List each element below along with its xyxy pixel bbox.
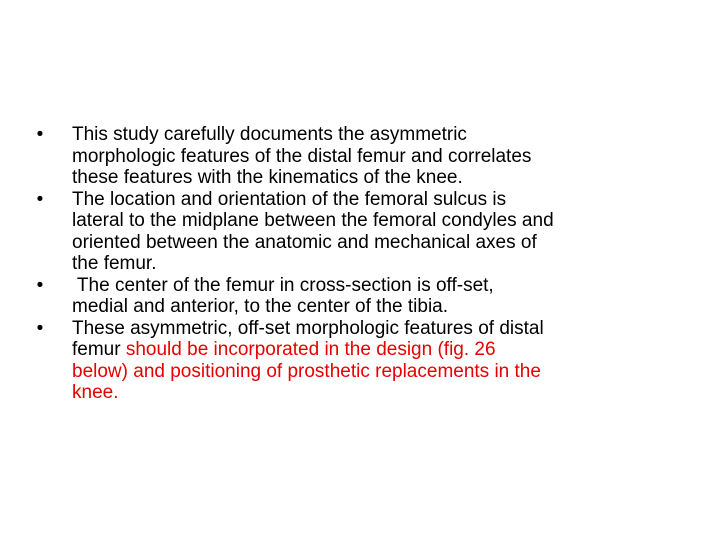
bullet-line: below) and positioning of prosthetic replacements in the — [72, 360, 541, 382]
bullet-item-4 — [30, 318, 700, 404]
bullet-line: these features with the kinematics of the knee. — [72, 167, 463, 188]
bullet-line: femur should be incorporated in the design (fig. 26 — [72, 339, 496, 360]
bullet-marker: • — [36, 274, 44, 296]
bullet-item-1 — [30, 124, 700, 189]
bullet-line: oriented between the anatomic and mechanical axes of — [72, 231, 537, 253]
bullet-line: This study carefully documents the asymmetric — [72, 124, 467, 145]
bullet-line: the femur. — [72, 253, 157, 274]
bullet-item-3 — [30, 275, 700, 318]
bullet-line: knee. — [72, 382, 119, 403]
bullet-marker: • — [36, 188, 44, 210]
bullet-marker: • — [36, 124, 44, 145]
bullet-item-2 — [30, 189, 700, 275]
bullet-line: The center of the femur in cross-section is off-set, — [72, 274, 494, 296]
bullet-line: morphologic features of the distal femur and correlates — [72, 145, 532, 167]
bullet-line: medial and anterior, to the center of the tibia. — [72, 296, 449, 317]
bullet-line: These asymmetric, off-set morphologic features of distal — [72, 317, 544, 339]
bullet-list — [30, 124, 700, 404]
bullet-marker: • — [36, 317, 44, 339]
bullet-line: lateral to the midplane between the femoral condyles and — [72, 210, 554, 231]
bullet-line: The location and orientation of the femoral sulcus is — [72, 188, 507, 210]
